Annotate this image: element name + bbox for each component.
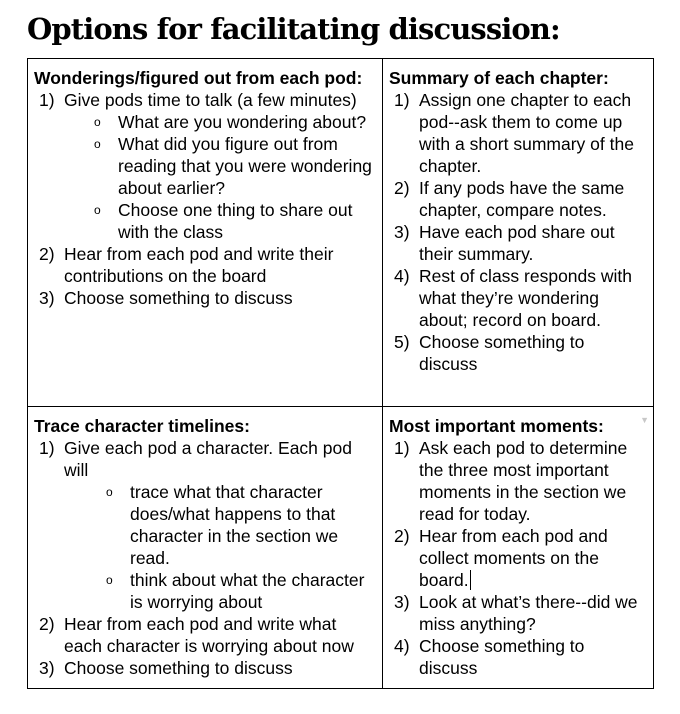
cell-heading: Wonderings/figured out from each pod: — [34, 68, 363, 88]
list-item — [34, 243, 376, 287]
numbered-list — [389, 437, 647, 679]
cell-summary[interactable] — [383, 59, 654, 407]
list-item — [389, 265, 647, 331]
list-item — [34, 657, 376, 679]
item-number: 1) — [394, 90, 410, 110]
table-row — [28, 407, 654, 689]
numbered-list — [34, 89, 376, 309]
cell-moments[interactable] — [383, 407, 654, 689]
list-item — [34, 437, 376, 481]
bullet-list — [34, 481, 376, 613]
item-text: Look at what’s there--did we miss anything? — [419, 592, 638, 634]
item-number: 4) — [394, 266, 410, 286]
list-item — [389, 635, 647, 679]
item-text: trace what that character does/what happens to that character in the section we read. — [130, 482, 339, 568]
item-number: 2) — [394, 178, 410, 198]
item-text: Give each pod a character. Each pod will — [64, 438, 352, 480]
item-text: Hear from each pod and collect moments on the board. — [419, 526, 608, 590]
list-item — [389, 591, 647, 635]
options-table — [27, 58, 654, 689]
item-text: Give pods time to talk (a few minutes) — [64, 90, 357, 110]
list-item — [389, 89, 647, 177]
bullet-icon: o — [94, 115, 101, 129]
list-item — [64, 111, 376, 133]
item-text: Hear from each pod and write what each character is worrying about now — [64, 614, 354, 656]
item-text: Ask each pod to determine the three most important moments in the section we read for today. — [419, 438, 628, 524]
list-item — [389, 177, 647, 221]
bullet-icon: o — [106, 485, 113, 499]
item-number: 1) — [394, 438, 410, 458]
bullet-list — [64, 111, 376, 243]
cell-heading: Trace character timelines: — [34, 416, 250, 436]
cell-menu-icon[interactable]: ▼ — [640, 415, 649, 425]
list-item — [64, 133, 376, 199]
bullet-icon: o — [94, 137, 101, 151]
item-text: If any pods have the same chapter, compare notes. — [419, 178, 625, 220]
item-number: 3) — [394, 592, 410, 612]
list-item — [389, 331, 647, 375]
cell-heading: Most important moments: — [389, 416, 604, 436]
numbered-list — [389, 89, 647, 375]
item-number: 2) — [39, 244, 55, 264]
table-row — [28, 59, 654, 407]
list-item — [34, 569, 376, 613]
item-number: 3) — [39, 288, 55, 308]
bullet-icon: o — [94, 203, 101, 217]
item-number: 3) — [394, 222, 410, 242]
item-text: Choose one thing to share out with the class — [118, 200, 353, 242]
item-text: What did you figure out from reading that you were wondering about earlier? — [118, 134, 372, 198]
list-item — [34, 287, 376, 309]
bullet-icon: o — [106, 573, 113, 587]
cell-wonderings[interactable] — [28, 59, 383, 407]
item-number: 2) — [394, 526, 410, 546]
item-text: Choose something to discuss — [64, 658, 293, 678]
item-text: Choose something to discuss — [64, 288, 293, 308]
list-item — [64, 199, 376, 243]
item-text: Assign one chapter to each pod--ask them to come up with a short summary of the chapter. — [419, 90, 634, 176]
item-text: Have each pod share out their summary. — [419, 222, 615, 264]
item-text: Hear from each pod and write their contributions on the board — [64, 244, 334, 286]
item-number: 3) — [39, 658, 55, 678]
item-text: think about what the character is worrying about — [130, 570, 365, 612]
list-item — [34, 481, 376, 569]
item-number: 1) — [39, 438, 55, 458]
list-item — [34, 89, 376, 243]
list-item — [34, 613, 376, 657]
list-item — [389, 525, 647, 591]
cell-timelines[interactable] — [28, 407, 383, 689]
item-text: Rest of class responds with what they’re wondering about; record on board. — [419, 266, 633, 330]
item-text: What are you wondering about? — [118, 112, 367, 132]
list-item — [389, 437, 647, 525]
item-text: Choose something to discuss — [419, 332, 585, 374]
page-title: Options for facilitating discussion: — [27, 12, 560, 46]
item-text: Choose something to discuss — [419, 636, 585, 678]
list-item — [389, 221, 647, 265]
numbered-list — [34, 613, 376, 679]
cell-heading: Summary of each chapter: — [389, 68, 609, 88]
numbered-list — [34, 437, 376, 481]
text-cursor — [470, 570, 471, 590]
item-number: 5) — [394, 332, 410, 352]
item-number: 1) — [39, 90, 55, 110]
item-number: 4) — [394, 636, 410, 656]
item-number: 2) — [39, 614, 55, 634]
